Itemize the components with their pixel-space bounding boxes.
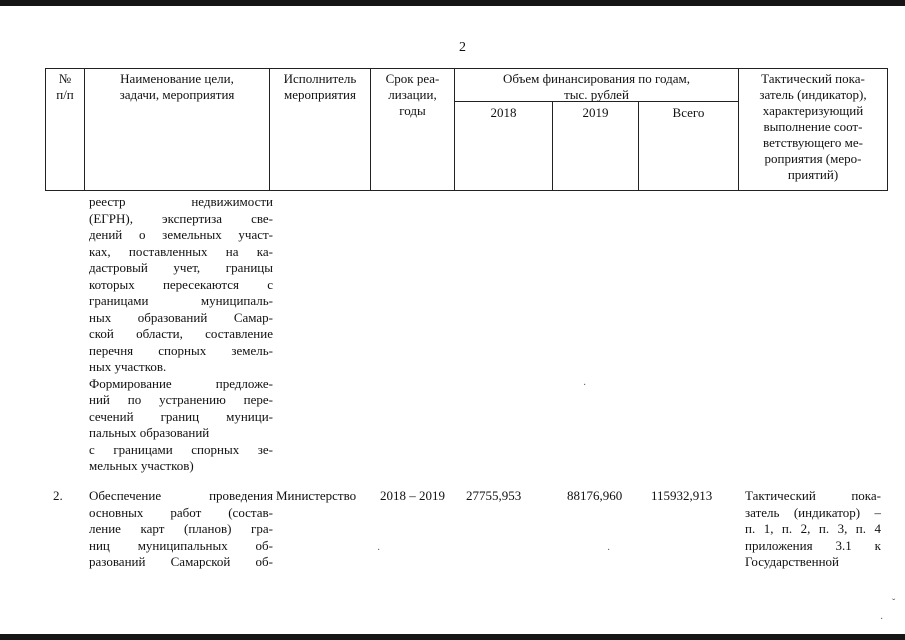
row2-executor: Министерство (276, 488, 357, 503)
header-col-term: Срок реа- лизации, годы (385, 71, 440, 118)
header-col-number: № п/п (56, 71, 74, 102)
row2-fin-2018: 27755,953 (466, 488, 522, 503)
text-line: ской области, составление (89, 326, 273, 341)
scan-speck: · (607, 545, 611, 556)
row2-fin-total: 115932,913 (651, 488, 713, 503)
text-line: приложения 3.1 к (745, 537, 881, 553)
text-line: ление карт (планов) гра- (89, 521, 273, 536)
header-col-executor: Исполнитель мероприятия (283, 71, 357, 102)
text-line: которых пересекаются с (89, 276, 273, 292)
header-col-2019: 2019 (582, 105, 609, 120)
text-line: пальных образований (89, 425, 210, 440)
text-line: п. 1, п. 2, п. 3, п. 4 (745, 521, 881, 536)
scan-border-top (0, 0, 905, 6)
text-line: ных участков. (89, 359, 167, 374)
header-top-border (45, 68, 888, 69)
header-bottom-border (45, 190, 888, 191)
text-line: дений о земельных участ- (89, 227, 273, 242)
header-col-2018: 2018 (490, 105, 517, 120)
table-header (45, 68, 888, 191)
scan-speck: · (583, 380, 587, 391)
row2-name (89, 488, 273, 571)
row2-indicator (745, 488, 881, 571)
scan-speck: · (377, 545, 381, 556)
header-col-name: Наименование цели, задачи, мероприятия (119, 71, 235, 102)
text-line: Государственной (745, 554, 840, 569)
col-border (887, 68, 888, 191)
text-line: Обеспечение проведения (89, 488, 273, 503)
text-line: границами муниципаль- (89, 293, 273, 308)
row2-term: 2018 – 2019 (380, 488, 445, 503)
text-line: ках, поставленных на ка- (89, 243, 273, 259)
text-line: перечня спорных земель- (89, 342, 273, 358)
text-line: сечений границ муници- (89, 408, 273, 424)
text-line: дастровый учет, границы (89, 260, 273, 275)
scan-speck: ˇ (892, 598, 896, 609)
header-col-indicator: Тактический пока- затель (индикатор), характеризующий выполнение соот- ветствующего ме- роприятия (меро- приятий) (759, 71, 867, 182)
text-line: основных работ (состав- (89, 504, 273, 520)
text-line: Тактический пока- (745, 488, 881, 503)
row2-number: 2. (53, 488, 63, 503)
text-line: ных образований Самар- (89, 309, 273, 325)
scan-speck: · (880, 614, 884, 625)
continuation-text (89, 194, 273, 475)
text-line: ниц муниципальных об- (89, 537, 273, 553)
text-line: с границами спорных зе- (89, 441, 273, 457)
text-line: (ЕГРН), экспертиза све- (89, 210, 273, 226)
header-col-financing: Объем финансирования по годам, тыс. рублей (502, 71, 691, 102)
text-line: ний по устранению пере- (89, 392, 273, 407)
text-line: Формирование предложе- (89, 375, 273, 391)
row2-fin-2019: 88176,960 (567, 488, 623, 503)
text-line: мельных участков) (89, 458, 194, 473)
text-line: реестр недвижимости (89, 194, 273, 209)
page-number: 2 (459, 40, 466, 55)
text-line: затель (индикатор) – (745, 504, 881, 520)
header-col-total: Всего (672, 105, 705, 120)
scan-border-bottom (0, 634, 905, 640)
text-line: разований Самарской об- (89, 554, 273, 569)
